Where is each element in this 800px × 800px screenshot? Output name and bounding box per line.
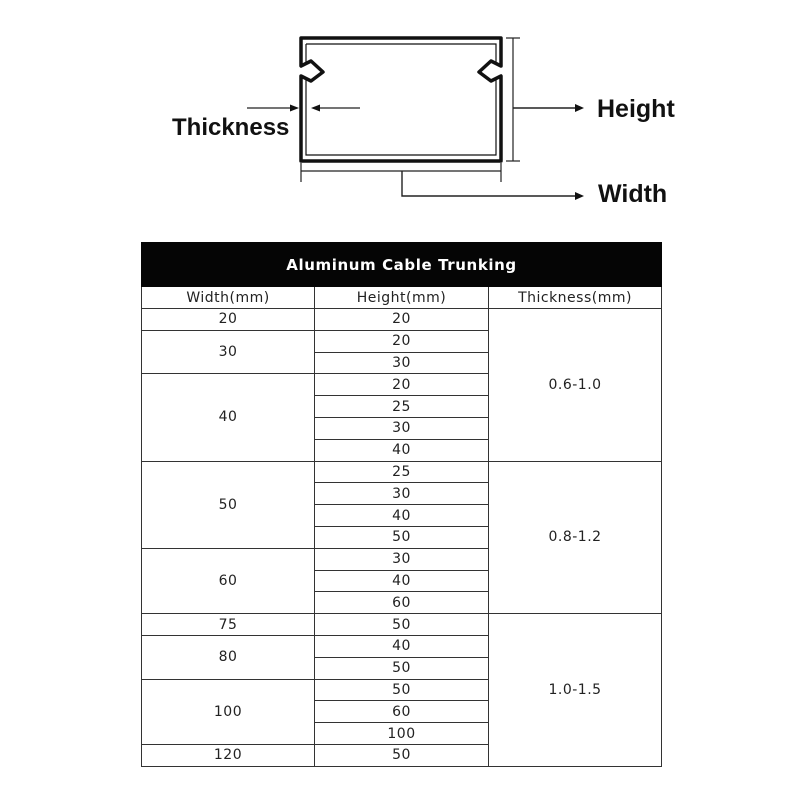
- height-cell: 40: [315, 570, 489, 592]
- height-cell: 50: [315, 744, 489, 766]
- height-cell: 50: [315, 614, 489, 636]
- column-header-thickness: Thickness(mm): [489, 287, 662, 309]
- height-cell: 50: [315, 657, 489, 679]
- height-cell: 20: [315, 374, 489, 396]
- height-cell: 20: [315, 330, 489, 352]
- thickness-cell: 1.0-1.5: [489, 614, 662, 767]
- width-cell: 30: [142, 330, 315, 374]
- height-cell: 60: [315, 592, 489, 614]
- height-label: Height: [597, 95, 675, 123]
- width-cell: 100: [142, 679, 315, 744]
- height-cell: 50: [315, 526, 489, 548]
- specification-table: [141, 242, 662, 767]
- height-cell: 20: [315, 309, 489, 331]
- width-cell: 60: [142, 548, 315, 613]
- height-cell: 40: [315, 635, 489, 657]
- thickness-arrowhead-left-icon: [290, 105, 299, 112]
- height-cell: 25: [315, 396, 489, 418]
- width-label: Width: [598, 180, 668, 208]
- table-row: [142, 309, 662, 331]
- height-cell: 100: [315, 723, 489, 745]
- width-cell: 50: [142, 461, 315, 548]
- column-header-width: Width(mm): [142, 287, 315, 309]
- width-arrowhead-icon: [575, 192, 584, 200]
- table-title: Aluminum Cable Trunking: [142, 243, 662, 287]
- thickness-label: Thickness: [172, 114, 290, 141]
- thickness-cell: 0.6-1.0: [489, 309, 662, 462]
- height-cell: 40: [315, 505, 489, 527]
- height-arrowhead-icon: [575, 104, 584, 112]
- height-cell: 30: [315, 548, 489, 570]
- table-row: [142, 614, 662, 636]
- width-cell: 120: [142, 744, 315, 766]
- height-cell: 50: [315, 679, 489, 701]
- trunking-cross-section-diagram: [0, 0, 800, 235]
- height-cell: 30: [315, 483, 489, 505]
- table-row: [142, 461, 662, 483]
- height-cell: 40: [315, 439, 489, 461]
- height-cell: 30: [315, 417, 489, 439]
- trunking-profile-outline: [301, 38, 501, 161]
- width-cell: 75: [142, 614, 315, 636]
- height-cell: 60: [315, 701, 489, 723]
- width-cell: 40: [142, 374, 315, 461]
- thickness-cell: 0.8-1.2: [489, 461, 662, 614]
- table-body: [142, 309, 662, 767]
- height-cell: 25: [315, 461, 489, 483]
- column-header-height: Height(mm): [315, 287, 489, 309]
- height-cell: 30: [315, 352, 489, 374]
- width-cell: 80: [142, 635, 315, 679]
- width-cell: 20: [142, 309, 315, 331]
- width-leader-line: [402, 171, 578, 196]
